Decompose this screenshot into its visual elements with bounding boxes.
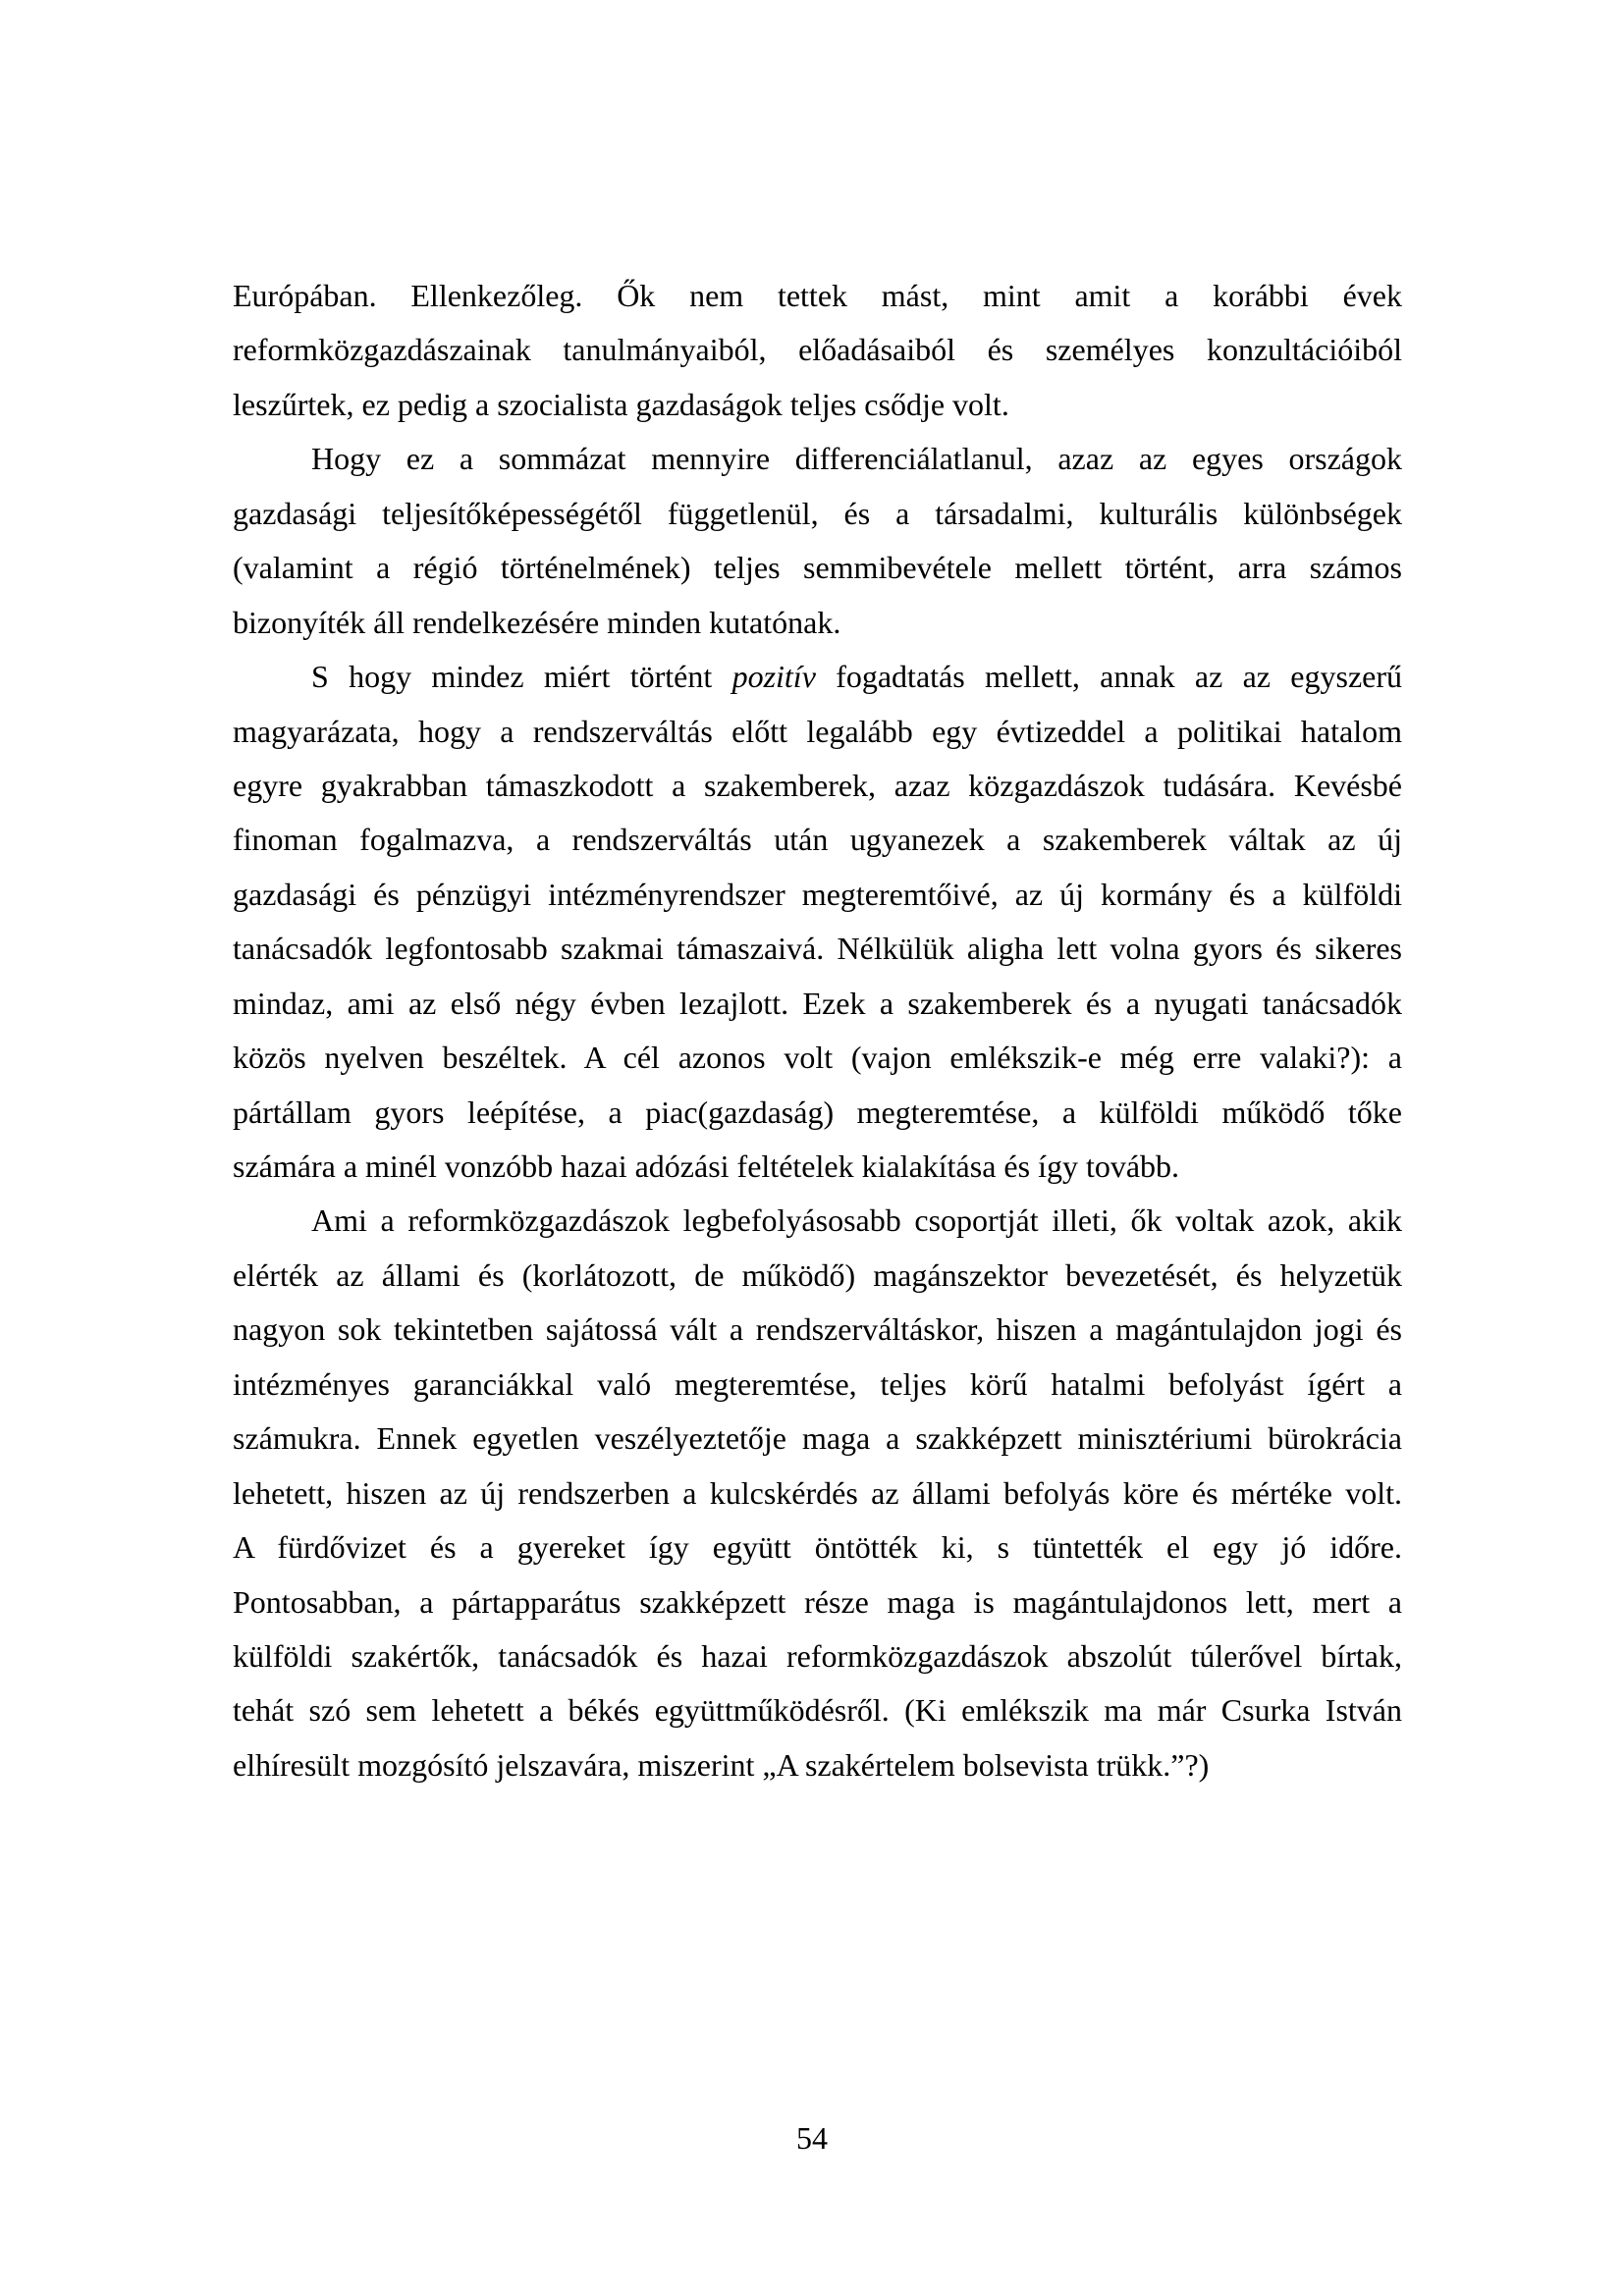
italic-text: pozitív [731,659,816,695]
text-line [233,1575,1402,1629]
text-line [233,378,1402,432]
text-segment: Ami a reformközgazdászok legbefolyásosabb csoportját illeti, ők voltak azok, akik [311,1202,1402,1239]
text-segment: Pontosabban, a pártapparátus szakképzett része maga is magántulajdonos lett, mert a [233,1583,1402,1620]
text-segment: külföldi szakértők, tanácsadók és hazai reformközgazdászok abszolút túlerővel bírtak, [233,1637,1402,1674]
text-line [233,1629,1402,1683]
text-segment: közös nyelven beszéltek. A cél azonos volt (vajon emlékszik-e még erre valaki?): a [233,1040,1402,1076]
text-line [233,487,1402,541]
text-line [233,922,1402,976]
text-line [233,977,1402,1031]
text-segment: nagyon sok tekintetben sajátossá vált a rendszerváltáskor, hiszen a magántulajdon jogi és [233,1311,1402,1348]
text-segment: reformközgazdászainak tanulmányaiból, előadásaiból és személyes konzultációiból [233,332,1402,368]
paragraph [233,432,1402,650]
text-line [233,323,1402,377]
text-segment: (valamint a régió történelmének) teljes semmibevétele mellett történt, arra számos [233,550,1402,586]
text-line [233,1683,1402,1737]
text-segment: S hogy mindez miért történt [311,659,732,695]
page-number: 54 [796,2120,828,2156]
text-segment: gazdasági teljesítőképességétől függetlenül, és a társadalmi, kulturális különbségek [233,495,1402,531]
text-line [233,1086,1402,1140]
paragraph [233,650,1402,1194]
paragraph [233,1194,1402,1792]
text-line [233,596,1402,650]
text-segment: leszűrtek, ez pedig a szocialista gazdaságok teljes csődje volt. [233,386,1009,422]
text-segment: egyre gyakrabban támaszkodott a szakemberek, azaz közgazdászok tudására. Kevésbé [233,767,1402,803]
text-line [233,868,1402,922]
text-line [233,759,1402,813]
text-line [233,432,1402,486]
text-segment: fogadtatás mellett, annak az az egyszerű [815,659,1402,695]
text-line [233,1249,1402,1303]
text-line [233,650,1402,704]
text-segment: A fürdővizet és a gyereket így együtt öntötték ki, s tüntették el egy jó időre. [233,1529,1402,1566]
text-segment: lehetett, hiszen az új rendszerben a kulcskérdés az állami befolyás köre és mértéke volt. [233,1474,1402,1511]
text-line [233,1738,1402,1792]
text-segment: mindaz, ami az első négy évben lezajlott. Ezek a szakemberek és a nyugati tanácsadók [233,985,1402,1021]
text-segment: intézményes garanciákkal való megteremtése, teljes körű hatalmi befolyást ígért a [233,1365,1402,1402]
text-segment: számukra. Ennek egyetlen veszélyeztetője maga a szakképzett minisztériumi bürokrácia [233,1420,1402,1457]
text-line [233,1358,1402,1412]
text-line [233,1412,1402,1466]
text-line [233,541,1402,595]
text-line [233,1303,1402,1357]
text-segment: bizonyíték áll rendelkezésére minden kutatónak. [233,604,841,640]
text-line [233,269,1402,323]
text-line [233,1521,1402,1575]
text-block [233,269,1402,1792]
text-segment: Hogy ez a sommázat mennyire differenciálatlanul, azaz az egyes országok [311,441,1402,477]
text-line [233,1194,1402,1248]
text-line [233,1140,1402,1194]
text-segment: pártállam gyors leépítése, a piac(gazdaság) megteremtése, a külföldi működő tőke [233,1094,1402,1130]
text-segment: finoman fogalmazva, a rendszerváltás után ugyanezek a szakemberek váltak az új [233,822,1402,858]
text-line [233,1467,1402,1521]
text-segment: elérték az állami és (korlátozott, de működő) magánszektor bevezetését, és helyzetük [233,1256,1402,1293]
paragraph [233,269,1402,432]
text-line [233,813,1402,867]
text-segment: elhíresült mozgósító jelszavára, miszerint „A szakértelem bolsevista trükk.”?) [233,1746,1210,1783]
text-line [233,1031,1402,1085]
text-line [233,705,1402,759]
text-segment: tanácsadók legfontosabb szakmai támaszaivá. Nélkülük aligha lett volna gyors és sikeres [233,931,1402,967]
text-segment: Európában. Ellenkezőleg. Ők nem tettek mást, mint amit a korábbi évek [233,278,1402,313]
text-segment: tehát szó sem lehetett a békés együttműködésről. (Ki emlékszik ma már Csurka István [233,1692,1402,1729]
text-segment: magyarázata, hogy a rendszerváltás előtt legalább egy évtizeddel a politikai hatalom [233,713,1402,749]
text-segment: gazdasági és pénzügyi intézményrendszer megteremtőivé, az új kormány és a külföldi [233,876,1402,912]
text-segment: számára a minél vonzóbb hazai adózási feltételek kialakítása és így tovább. [233,1148,1180,1184]
